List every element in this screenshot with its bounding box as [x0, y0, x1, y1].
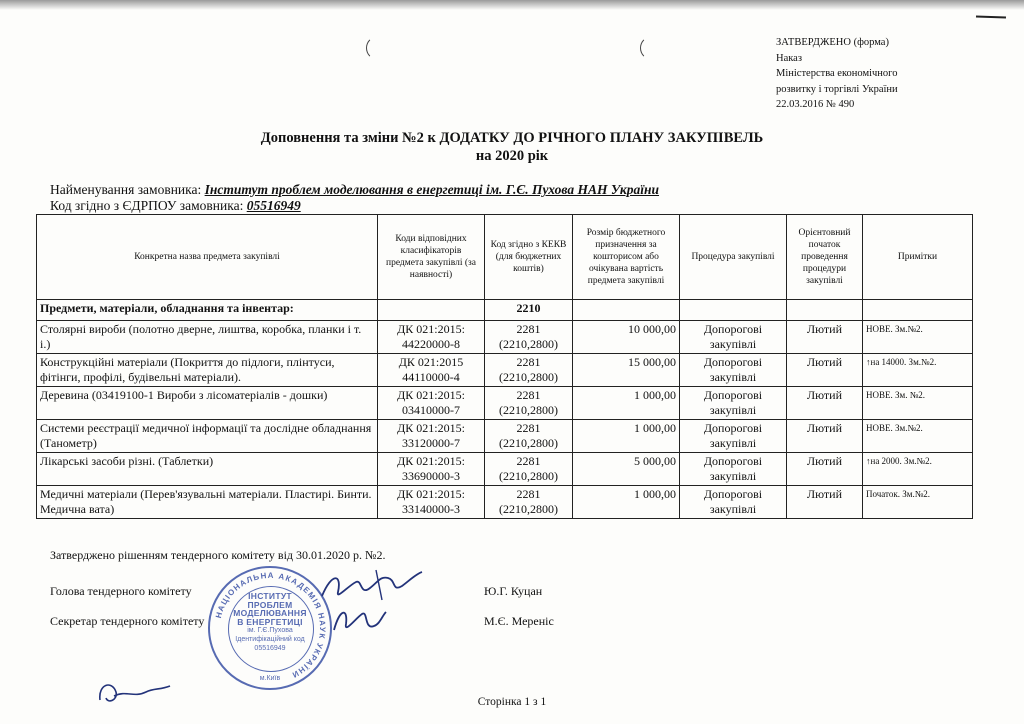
- start-month: Лютий: [787, 387, 863, 420]
- classifier-code-line: ДК 021:2015:: [397, 421, 465, 435]
- kekv-code-detail: (2210,2800): [499, 370, 558, 384]
- customer-code-value: 05516949: [246, 198, 301, 213]
- kekv-cell: [485, 387, 573, 420]
- customer-name-value: Інститут проблем моделювання в енергетиці ім. Г.Є. Пухова НАН України: [204, 182, 660, 197]
- classifier-code-line: 03410000-7: [402, 403, 460, 417]
- note: Початок. Зм.№2.: [863, 486, 973, 519]
- amount: 10 000,00: [573, 321, 680, 354]
- column-header: Примітки: [863, 215, 973, 300]
- kekv-code: 2281: [516, 388, 541, 402]
- item-name: Столярні вироби (полотно дверне, лиштва, коробка, планки і т. і.): [37, 321, 378, 354]
- stamp-line: 05516949: [254, 645, 286, 652]
- table-row: [37, 453, 973, 486]
- item-name: Медичні матеріали (Перев'язувальні матеріали. Пластирі. Бинти. Медична вата): [37, 486, 378, 519]
- head-label: Голова тендерного комітету: [50, 584, 192, 598]
- approval-block: [776, 35, 898, 113]
- note: НОВЕ. Зм.№2.: [863, 321, 973, 354]
- classifier-code-line: 44220000-8: [402, 337, 460, 351]
- kekv-code: 2281: [516, 322, 541, 336]
- section-code: 2210: [485, 300, 573, 321]
- classifier-code-line: ДК 021:2015: [398, 355, 464, 369]
- approval-line: 22.03.2016 № 490: [776, 99, 855, 110]
- kekv-code-detail: (2210,2800): [499, 403, 558, 417]
- column-header: Розмір бюджетного призначення за кошторисом або очікувана вартість предмета закупівлі: [573, 215, 680, 300]
- stamp-ring-label: НАЦІОНАЛЬНА АКАДЕМІЯ НАУК УКРАЇНИ: [213, 570, 328, 680]
- approval-decision-text: Затверджено рішенням тендерного комітету від 30.01.2020 р. №2.: [50, 548, 386, 562]
- amount: 5 000,00: [573, 453, 680, 486]
- section-label: Предмети, матеріали, обладнання та інвентар:: [37, 300, 378, 321]
- start-month: Лютий: [787, 420, 863, 453]
- punch-hole-mark: [366, 36, 390, 60]
- stamp-line: ПРОБЛЕМ: [247, 599, 293, 610]
- classifier-code-cell: [378, 453, 485, 486]
- table-row: [37, 354, 973, 387]
- note: НОВЕ. Зм.№2.: [863, 420, 973, 453]
- kekv-code: 2281: [516, 487, 541, 501]
- kekv-code-detail: (2210,2800): [499, 502, 558, 516]
- procedure: Допорогові закупівлі: [680, 387, 787, 420]
- customer-name-line: [50, 182, 659, 198]
- kekv-cell: [485, 420, 573, 453]
- note: ↑на 2000. Зм.№2.: [863, 453, 973, 486]
- stamp-line: В ЕНЕРГЕТИЦІ: [237, 616, 303, 627]
- column-header: Код згідно з КЕКВ (для бюджетних коштів): [485, 215, 573, 300]
- customer-code-line: [50, 198, 301, 214]
- classifier-code-line: 33120000-7: [402, 436, 460, 450]
- procedure: Допорогові закупівлі: [680, 486, 787, 519]
- start-month: Лютий: [787, 486, 863, 519]
- classifier-code-cell: [378, 354, 485, 387]
- kekv-code: 2281: [516, 454, 541, 468]
- column-header: Орієнтовний початок проведення процедури закупівлі: [787, 215, 863, 300]
- secretary-name: М.Є. Мереніс: [484, 614, 554, 628]
- head-name: Ю.Г. Куцан: [484, 584, 543, 598]
- item-name: Системи реєстрації медичної інформації та дослідне обладнання (Танометр): [37, 420, 378, 453]
- customer-name-label: Найменування замовника:: [50, 182, 202, 197]
- start-month: Лютий: [787, 321, 863, 354]
- start-month: Лютий: [787, 354, 863, 387]
- stamp-city: м.Київ: [259, 675, 281, 682]
- customer-code-label: Код згідно з ЄДРПОУ замовника:: [50, 198, 244, 213]
- kekv-code: 2281: [516, 421, 541, 435]
- classifier-code-cell: [378, 387, 485, 420]
- empty-cell: [378, 300, 485, 321]
- scan-edge-shadow: [0, 0, 1024, 10]
- secretary-signature: [330, 604, 390, 638]
- table-row: [37, 420, 973, 453]
- classifier-code-line: ДК 021:2015:: [397, 487, 465, 501]
- note: ↑на 14000. Зм.№2.: [863, 354, 973, 387]
- classifier-code-line: 44110000-4: [402, 370, 460, 384]
- classifier-code-cell: [378, 321, 485, 354]
- empty-cell: [787, 300, 863, 321]
- kekv-cell: [485, 354, 573, 387]
- stamp-line: ім. Г.Є.Пухова: [247, 627, 293, 634]
- procedure: Допорогові закупівлі: [680, 453, 787, 486]
- kekv-code-detail: (2210,2800): [499, 436, 558, 450]
- stamp-line: Ідентифікаційний код: [235, 636, 305, 643]
- approval-line: ЗАТВЕРДЖЕНО (форма): [776, 37, 889, 48]
- amount: 1 000,00: [573, 420, 680, 453]
- column-header: Конкретна назва предмета закупівлі: [37, 215, 378, 300]
- stamp-line: МОДЕЛЮВАННЯ: [233, 608, 307, 618]
- item-name: Конструкційні матеріали (Покриття до підлоги, плінтуси, фітінги, профілі, будівельні матеріали).: [37, 354, 378, 387]
- approval-line: Міністерства економічного: [776, 68, 898, 79]
- table-row: [37, 387, 973, 420]
- kekv-cell: [485, 453, 573, 486]
- classifier-code-line: ДК 021:2015:: [397, 322, 465, 336]
- empty-cell: [573, 300, 680, 321]
- kekv-cell: [485, 321, 573, 354]
- procurement-table: [36, 214, 973, 519]
- procedure: Допорогові закупівлі: [680, 354, 787, 387]
- start-month: Лютий: [787, 453, 863, 486]
- head-signature: [318, 566, 428, 606]
- page-number: Сторінка 1 з 1: [477, 696, 547, 708]
- stamp-line: ІНСТИТУТ: [248, 591, 292, 601]
- procedure: Допорогові закупівлі: [680, 420, 787, 453]
- classifier-code-line: ДК 021:2015:: [397, 454, 465, 468]
- pen-mark: [976, 15, 1006, 18]
- table-row: [37, 321, 973, 354]
- document-title: Доповнення та зміни №2 к ДОДАТКУ ДО РІЧНОГО ПЛАНУ ЗАКУПІВЕЛЬ: [260, 130, 764, 146]
- item-name: Лікарські засоби різні. (Таблетки): [37, 453, 378, 486]
- column-header: Процедура закупівлі: [680, 215, 787, 300]
- approval-line: Наказ: [776, 52, 802, 64]
- document-subtitle: на 2020 рік: [475, 148, 549, 164]
- stamp-center-text: [210, 592, 330, 653]
- official-stamp: [208, 566, 332, 690]
- item-name: Деревина (03419100-1 Вироби з лісоматеріалів - дошки): [37, 387, 378, 420]
- amount: 1 000,00: [573, 486, 680, 519]
- kekv-code-detail: (2210,2800): [499, 337, 558, 351]
- table-header-row: [37, 215, 973, 300]
- empty-cell: [863, 300, 973, 321]
- procedure: Допорогові закупівлі: [680, 321, 787, 354]
- column-header: Коди відповідних класифікаторів предмета закупівлі (за наявності): [378, 215, 485, 300]
- kekv-code-detail: (2210,2800): [499, 469, 558, 483]
- empty-cell: [680, 300, 787, 321]
- amount: 1 000,00: [573, 387, 680, 420]
- classifier-code-cell: [378, 420, 485, 453]
- note: НОВЕ. Зм. №2.: [863, 387, 973, 420]
- secretary-label: Секретар тендерного комітету: [50, 614, 205, 628]
- classifier-code-cell: [378, 486, 485, 519]
- kekv-cell: [485, 486, 573, 519]
- amount: 15 000,00: [573, 354, 680, 387]
- kekv-code: 2281: [516, 355, 541, 369]
- table-row: [37, 486, 973, 519]
- classifier-code-line: 33140000-3: [402, 502, 460, 516]
- classifier-code-line: ДК 021:2015:: [397, 388, 465, 402]
- section-row: [37, 300, 973, 321]
- approval-line: розвитку і торгівлі України: [776, 83, 898, 95]
- punch-hole-mark: [640, 36, 664, 60]
- classifier-code-line: 33690000-3: [402, 469, 460, 483]
